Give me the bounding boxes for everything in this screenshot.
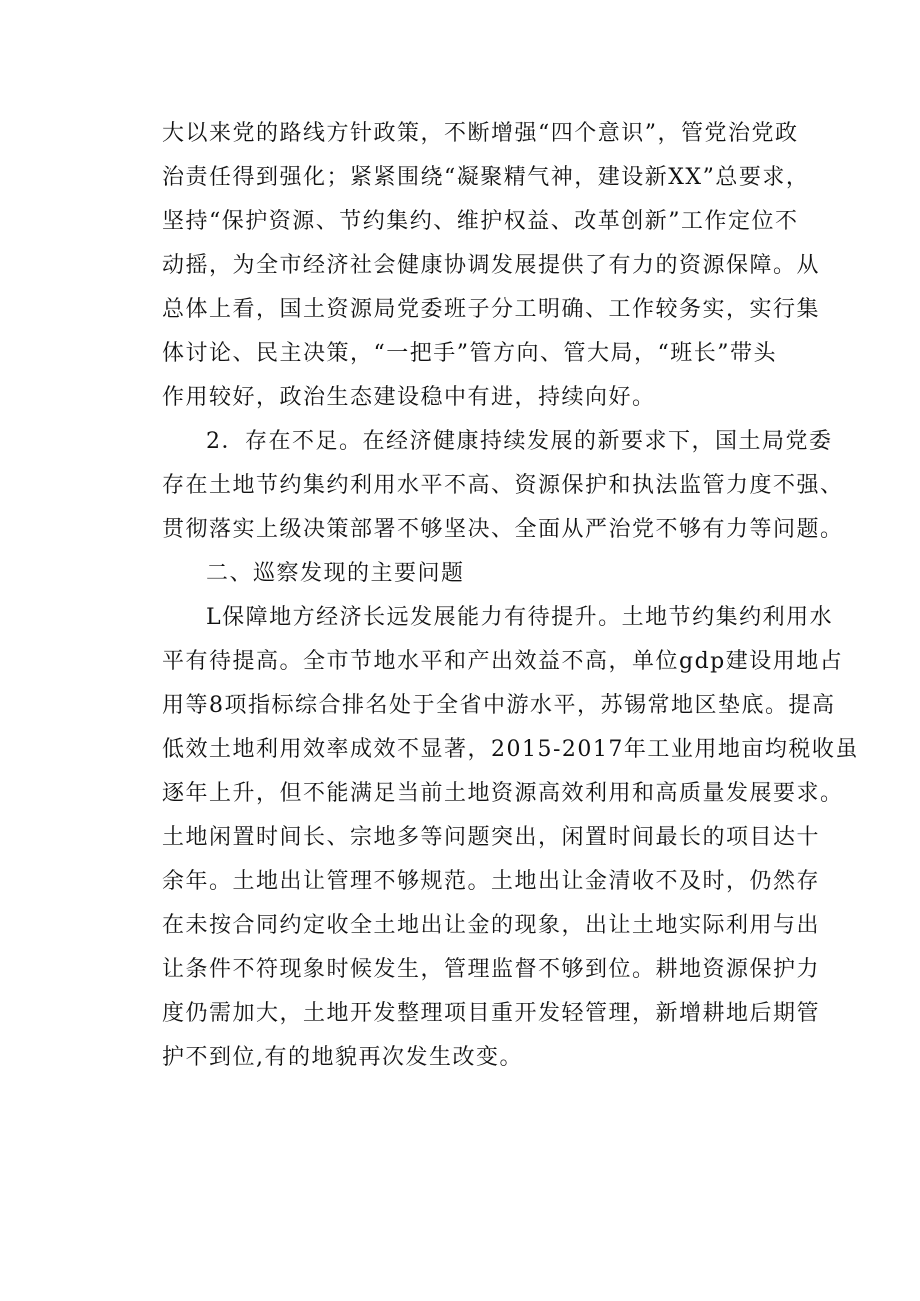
text-line: 作用较好，政治生态建设稳中有进，持续向好。	[162, 385, 656, 410]
text-line: 贯彻落实上级决策部署不够坚决、全面从严治党不够有力等问题。	[162, 517, 844, 542]
text-line: 总体上看，国土资源局党委班子分工明确、工作较务实，实行集	[162, 297, 821, 322]
text-line: 动摇，为全市经济社会健康协调发展提供了有力的资源保障。从	[162, 253, 821, 278]
text-line: 让条件不符现象时候发生，管理监督不够到位。耕地资源保护力	[162, 957, 821, 982]
paragraph-start-line: 2．存在不足。在经济健康持续发展的新要求下，国土局党委	[206, 429, 833, 454]
text-line: 护不到位,有的地貌再次发生改变。	[162, 1045, 523, 1070]
text-line: 体讨论、民主决策，“一把手”管方向、管大局，“班长”带头	[162, 341, 777, 366]
document-body	[162, 112, 859, 1080]
text-line: 低效土地利用效率成效不显著，2015-2017年工业用地亩均税收虽	[162, 737, 859, 762]
paragraph-start-line: L保障地方经济长远发展能力有待提升。土地节约集约利用水	[206, 605, 834, 630]
section-heading: 二、巡察发现的主要问题	[206, 561, 465, 586]
text-line: 在未按合同约定收全土地出让金的现象，出让土地实际利用与出	[162, 913, 821, 938]
text-line: 余年。土地出让管理不够规范。土地出让金清收不及时，仍然存	[162, 869, 821, 894]
text-line: 平有待提高。全市节地水平和产出效益不高，单位gdp建设用地占	[162, 649, 844, 674]
text-line: 土地闲置时间长、宗地多等问题突出，闲置时间最长的项目达十	[162, 825, 821, 850]
text-line: 用等8项指标综合排名处于全省中游水平，苏锡常地区垫底。提高	[162, 693, 836, 718]
text-line: 大以来党的路线方针政策，不断增强“四个意识”，管党治党政	[162, 121, 799, 146]
text-line: 度仍需加大，土地开发整理项目重开发轻管理，新增耕地后期管	[162, 1001, 821, 1026]
text-line: 存在土地节约集约利用水平不高、资源保护和执法监管力度不强、	[162, 473, 844, 498]
text-line: 逐年上升，但不能满足当前土地资源高效利用和高质量发展要求。	[162, 781, 844, 806]
text-line: 坚持“保护资源、节约集约、维护权益、改革创新”工作定位不	[162, 209, 799, 234]
text-line: 治责任得到强化；紧紧围绕“凝聚精气神，建设新XX”总要求，	[162, 165, 810, 190]
